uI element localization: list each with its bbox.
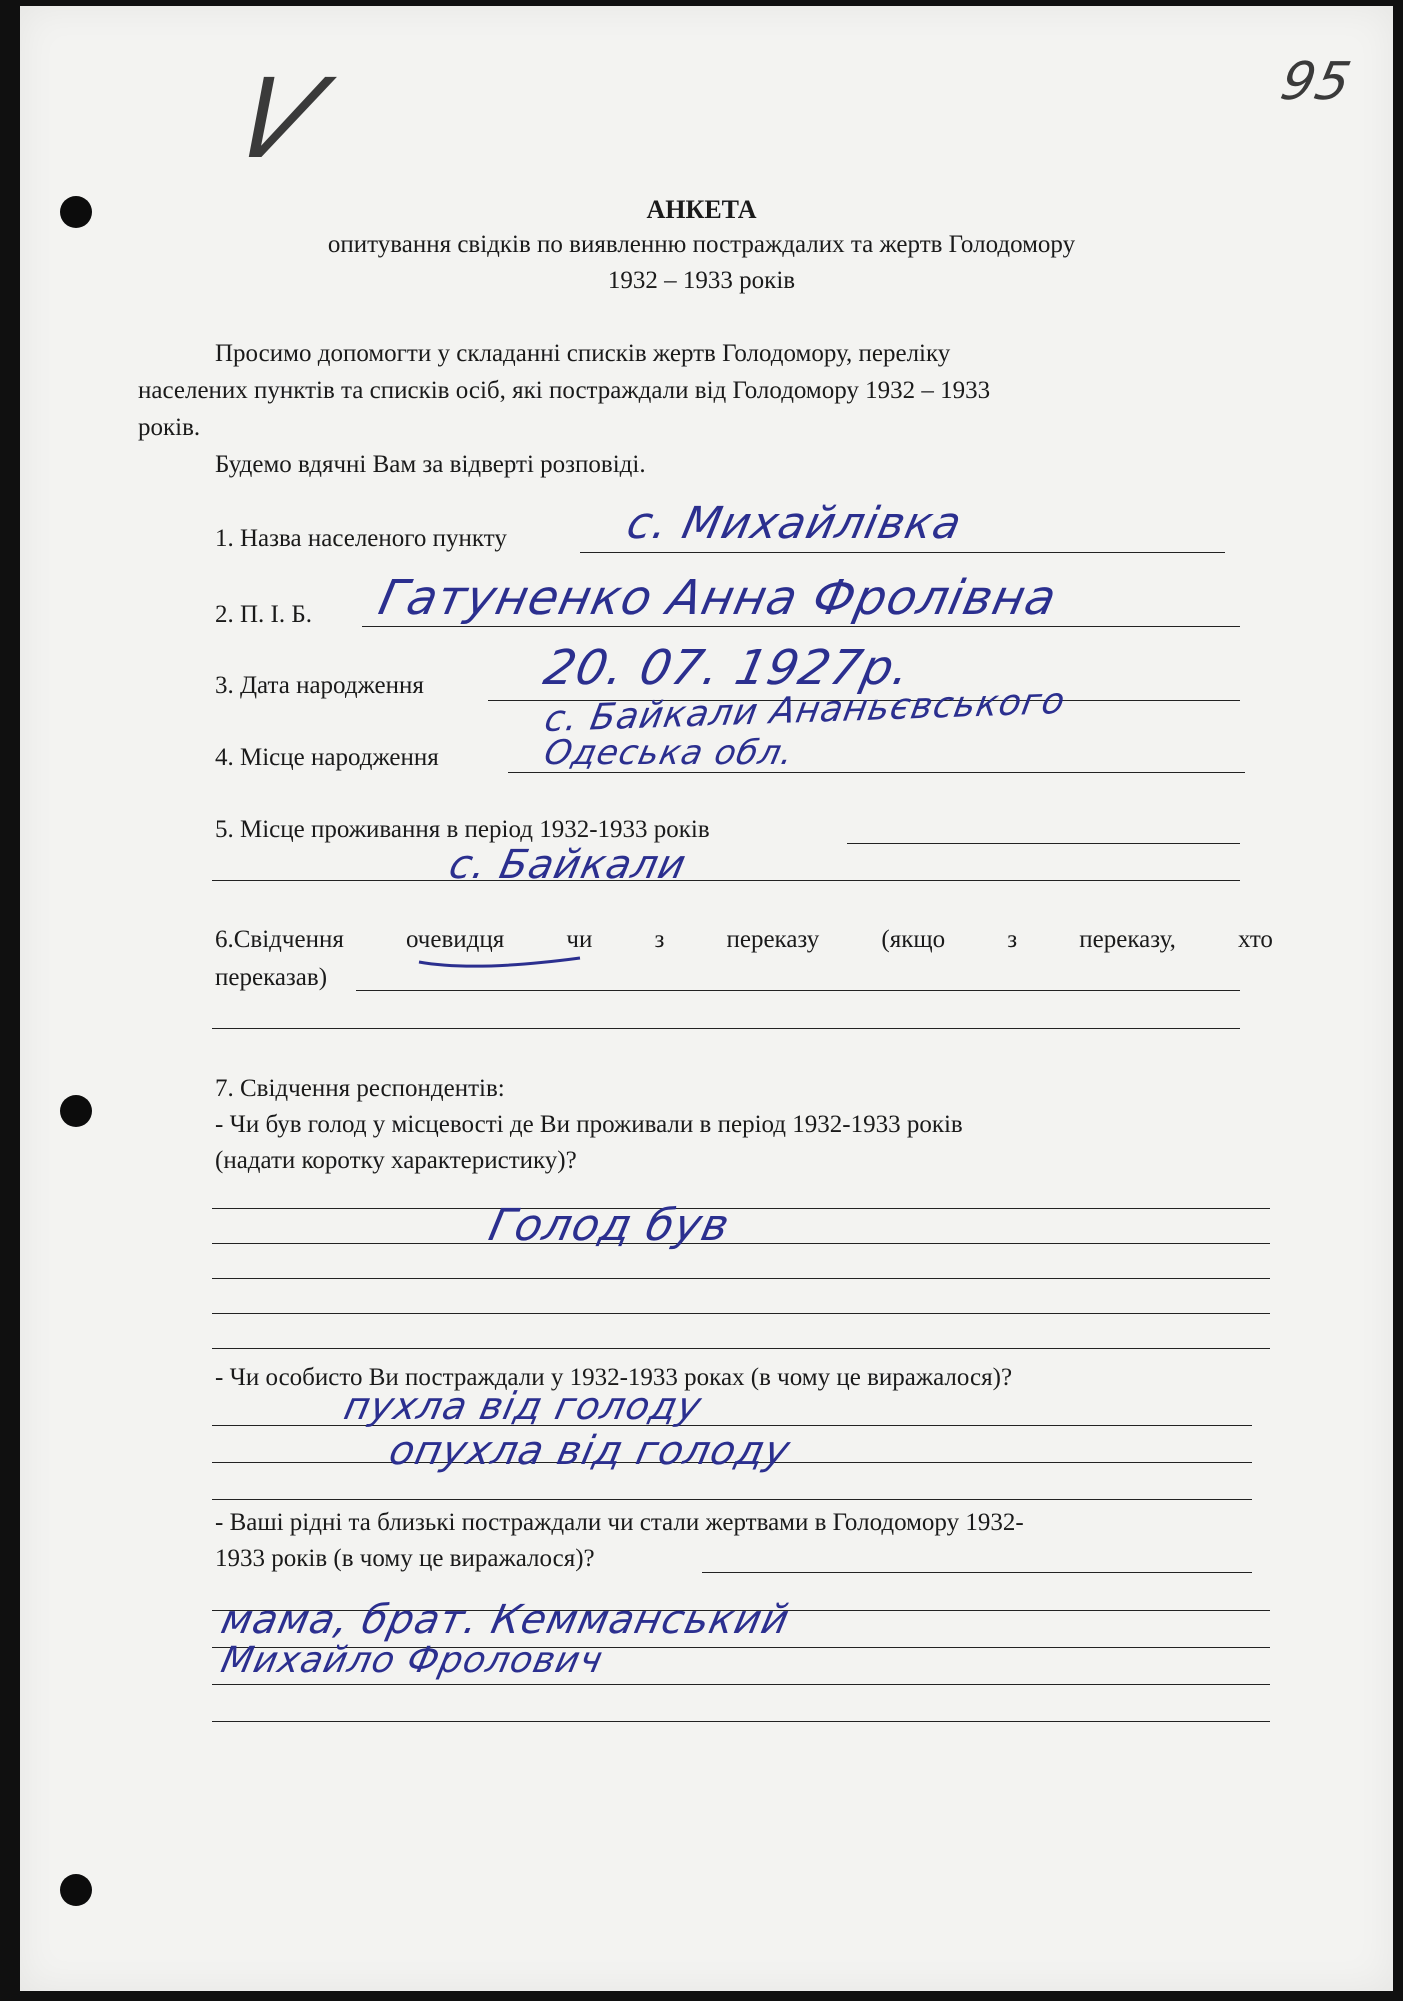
field6-word-eyewitness: очевидця: [405, 926, 505, 953]
field2-line: [362, 626, 1240, 627]
field3-label: 3. Дата народження: [215, 672, 424, 699]
field4-label: 4. Місце народження: [215, 744, 439, 771]
answer3-line: [212, 1721, 1270, 1722]
field2-label: 2. П. І. Б.: [215, 601, 312, 628]
field4-value-line2: Одеська обл.: [540, 733, 798, 773]
answer3-line: [702, 1572, 1252, 1573]
answer1-line: [212, 1278, 1270, 1279]
field6-line-b: [212, 1028, 1240, 1029]
eyewitness-underline: [415, 952, 585, 974]
question3-line1: - Ваші рідні та близькі постраждали чи стали жертвами в Голодомору 1932-: [215, 1509, 1024, 1536]
field1-line: [580, 552, 1225, 553]
field6-word: (якщо: [881, 926, 946, 953]
field3-value: 20. 07. 1927р.: [539, 640, 917, 696]
intro-line2: населених пунктів та списків осіб, які постраждали від Голодомору 1932 – 1933: [138, 377, 991, 404]
field4-value-line1: с. Байкали Ананьєвського: [541, 680, 1069, 741]
field5-line2: [212, 880, 1240, 881]
field2-value: Гатуненко Анна Фролівна: [374, 570, 1062, 626]
field5-label: 5. Місце проживання в період 1932-1933 років: [215, 816, 710, 843]
field6-line1: [215, 925, 1273, 955]
field6-line-a: [356, 990, 1240, 991]
question2: - Чи особисто Ви постраждали у 1932-1933 роках (в чому це виражалося)?: [215, 1364, 1013, 1391]
answer3-value-line1: мама, брат. Кемманський: [217, 1597, 794, 1643]
checkmark: V: [216, 55, 340, 183]
answer3-line: [212, 1684, 1270, 1685]
field6-word: чи: [566, 926, 593, 953]
answer3-value-line2: Михайло Фролович: [217, 1640, 607, 1681]
field6-word: переказу,: [1079, 926, 1176, 953]
field1-value: с. Михайлівка: [622, 498, 967, 549]
answer2-value-line2: опухла від голоду: [385, 1428, 795, 1474]
field5-line1: [847, 843, 1240, 844]
answer1-line: [212, 1208, 1270, 1209]
page-number: 95: [1275, 52, 1357, 112]
question1-line1: - Чи був голод у місцевості де Ви проживали в період 1932-1933 років: [215, 1111, 963, 1138]
field6-word: переказу: [726, 926, 820, 953]
intro-line3: років.: [138, 414, 201, 441]
intro-thanks: Будемо вдячні Вам за відверті розповіді.: [215, 451, 646, 478]
field1-label: 1. Назва населеного пункту: [215, 525, 507, 552]
field6-word: 6.Свідчення: [215, 926, 344, 953]
form-subtitle-line1: опитування свідків по виявленню постраждалих та жертв Голодомору: [327, 231, 1076, 258]
field6-line2: переказав): [215, 964, 328, 991]
field6-word: хто: [1237, 926, 1273, 953]
answer1-line: [212, 1243, 1270, 1244]
punch-hole-middle: [60, 1095, 92, 1127]
answer1-line: [212, 1348, 1270, 1349]
answer2-value-line1: пухла від голоду: [340, 1384, 706, 1428]
answer1-line: [212, 1313, 1270, 1314]
question3-line2: 1933 років (в чому це виражалося)?: [215, 1545, 595, 1572]
document-sheet: [20, 6, 1393, 1991]
question1-line2: (надати коротку характеристику)?: [215, 1147, 577, 1174]
form-subtitle-line2: 1932 – 1933 років: [607, 267, 796, 294]
answer1-value: Голод був: [484, 1200, 735, 1251]
punch-hole-bottom: [60, 1874, 92, 1906]
field6-word: з: [654, 926, 665, 953]
form-title: АНКЕТА: [646, 195, 757, 224]
testimony-heading: 7. Свідчення респондентів:: [215, 1075, 505, 1102]
answer2-line: [212, 1499, 1252, 1500]
field6-word: з: [1007, 926, 1018, 953]
field5-value: с. Байкали: [445, 842, 691, 888]
intro-line1: Просимо допомогти у складанні списків жертв Голодомору, переліку: [215, 340, 951, 367]
